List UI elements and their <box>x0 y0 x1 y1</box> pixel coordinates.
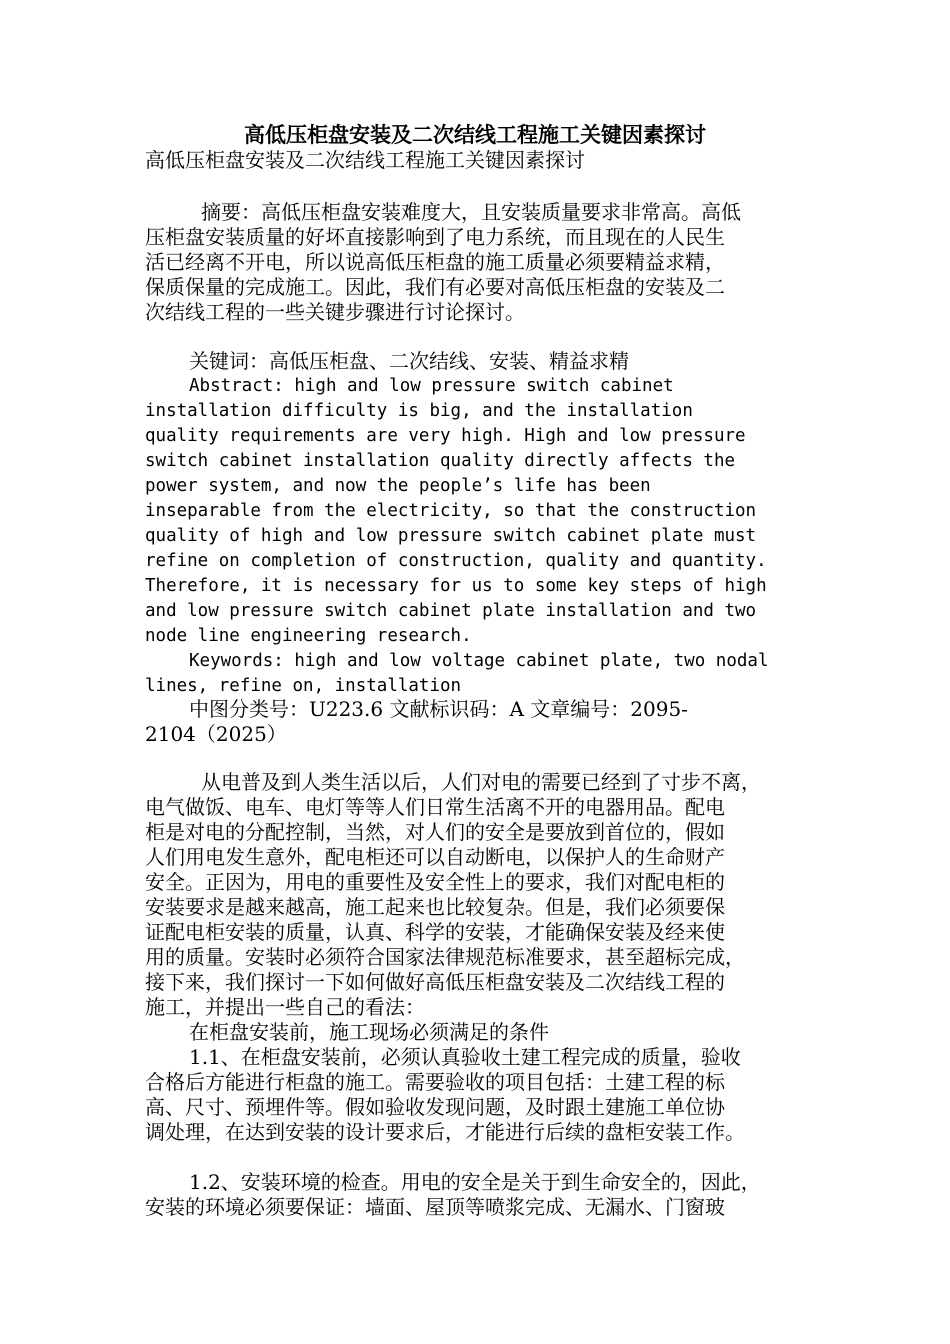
keywords-en-line: lines, refine on, installation <box>145 676 462 696</box>
keywords-cn-block <box>145 349 825 374</box>
abstract-cn-line: 次结线工程的一些关键步骤进行讨论探讨。 <box>145 300 525 324</box>
intro-line: 柜是对电的分配控制，当然，对人们的安全是要放到首位的，假如 <box>145 820 725 844</box>
item-1-2-paragraph <box>145 1170 825 1220</box>
document-title: 高低压柜盘安装及二次结线工程施工关键因素探讨 <box>244 122 706 147</box>
intro-line: 从电普及到人类生活以后，人们对电的需要已经到了寸步不离， <box>201 770 761 794</box>
abstract-en-line: quality of high and low pressure switch cabinet plate must <box>145 526 757 546</box>
item-1-1-line: 合格后方能进行柜盘的施工。需要验收的项目包括：土建工程的标 <box>145 1070 725 1094</box>
intro-line: 安全。正因为，用电的重要性及安全性上的要求，我们对配电柜的 <box>145 870 725 894</box>
abstract-en-line: inseparable from the electricity, so that the construction <box>145 501 757 521</box>
intro-paragraph <box>145 770 825 1145</box>
abstract-en-line: and low pressure switch cabinet plate installation and two <box>145 601 757 621</box>
abstract-en <box>145 374 825 699</box>
item-1-2-line: 1.2、安装环境的检查。用电的安全是关于到生命安全的，因此， <box>189 1170 761 1194</box>
abstract-en-line: Therefore, it is necessary for us to some key steps of high <box>145 576 767 596</box>
classification-line: 2104（2025） <box>145 722 287 746</box>
intro-line: 用的质量。安装时必须符合国家法律规范标准要求，甚至超标完成， <box>145 945 745 969</box>
abstract-cn-line: 活已经离不开电，所以说高低压柜盘的施工质量必须要精益求精， <box>145 250 725 274</box>
intro-line: 安装要求是越来越高，施工起来也比较复杂。但是，我们必须要保 <box>145 895 725 919</box>
item-1-1-line: 高、尺寸、预埋件等。假如验收发现问题，及时跟土建施工单位协 <box>145 1095 725 1119</box>
intro-line: 证配电柜安装的质量，认真、科学的安装，才能确保安装及经来使 <box>145 920 725 944</box>
item-1-1-line: 1.1、在柜盘安装前，必须认真验收土建工程完成的质量，验收 <box>189 1045 741 1069</box>
abstract-cn-line: 压柜盘安装质量的好坏直接影响到了电力系统，而且现在的人民生 <box>145 225 725 249</box>
classification-line: 中图分类号：U223.6 文献标识码：A 文章编号：2095- <box>189 697 688 721</box>
abstract-cn <box>145 200 825 325</box>
abstract-en-line: power system, and now the people’s life has been <box>145 476 651 496</box>
item-1-2-line: 安装的环境必须要保证：墙面、屋顶等喷浆完成、无漏水、门窗玻 <box>145 1195 725 1219</box>
document-subtitle-block <box>145 148 825 173</box>
abstract-en-line: Abstract: high and low pressure switch cabinet <box>189 376 674 396</box>
section-heading: 在柜盘安装前，施工现场必须满足的条件 <box>189 1020 549 1044</box>
keywords-en-line: Keywords: high and low voltage cabinet plate, two nodal <box>189 651 769 671</box>
classification-block <box>145 697 825 747</box>
abstract-cn-line: 保质保量的完成施工。因此，我们有必要对高低压柜盘的安装及二 <box>145 275 725 299</box>
keywords-cn: 关键词：高低压柜盘、二次结线、安装、精益求精 <box>189 349 629 373</box>
intro-line: 施工，并提出一些自己的看法： <box>145 995 425 1019</box>
intro-line: 电气做饭、电车、电灯等等人们日常生活离不开的电器用品。配电 <box>145 795 725 819</box>
abstract-en-line: node line engineering research. <box>145 626 472 646</box>
intro-line: 接下来，我们探讨一下如何做好高低压柜盘安装及二次结线工程的 <box>145 970 725 994</box>
abstract-en-line: installation difficulty is big, and the installation <box>145 401 693 421</box>
document-subtitle: 高低压柜盘安装及二次结线工程施工关键因素探讨 <box>145 148 585 172</box>
abstract-cn-line: 摘要：高低压柜盘安装难度大，且安装质量要求非常高。高低 <box>201 200 741 224</box>
abstract-en-line: refine on completion of construction, quality and quantity. <box>145 551 767 571</box>
intro-line: 人们用电发生意外，配电柜还可以自动断电，以保护人的生命财产 <box>145 845 725 869</box>
abstract-en-line: switch cabinet installation quality directly affects the <box>145 451 736 471</box>
abstract-en-line: quality requirements are very high. High and low pressure <box>145 426 746 446</box>
item-1-1-line: 调处理，在达到安装的设计要求后，才能进行后续的盘柜安装工作。 <box>145 1120 745 1144</box>
